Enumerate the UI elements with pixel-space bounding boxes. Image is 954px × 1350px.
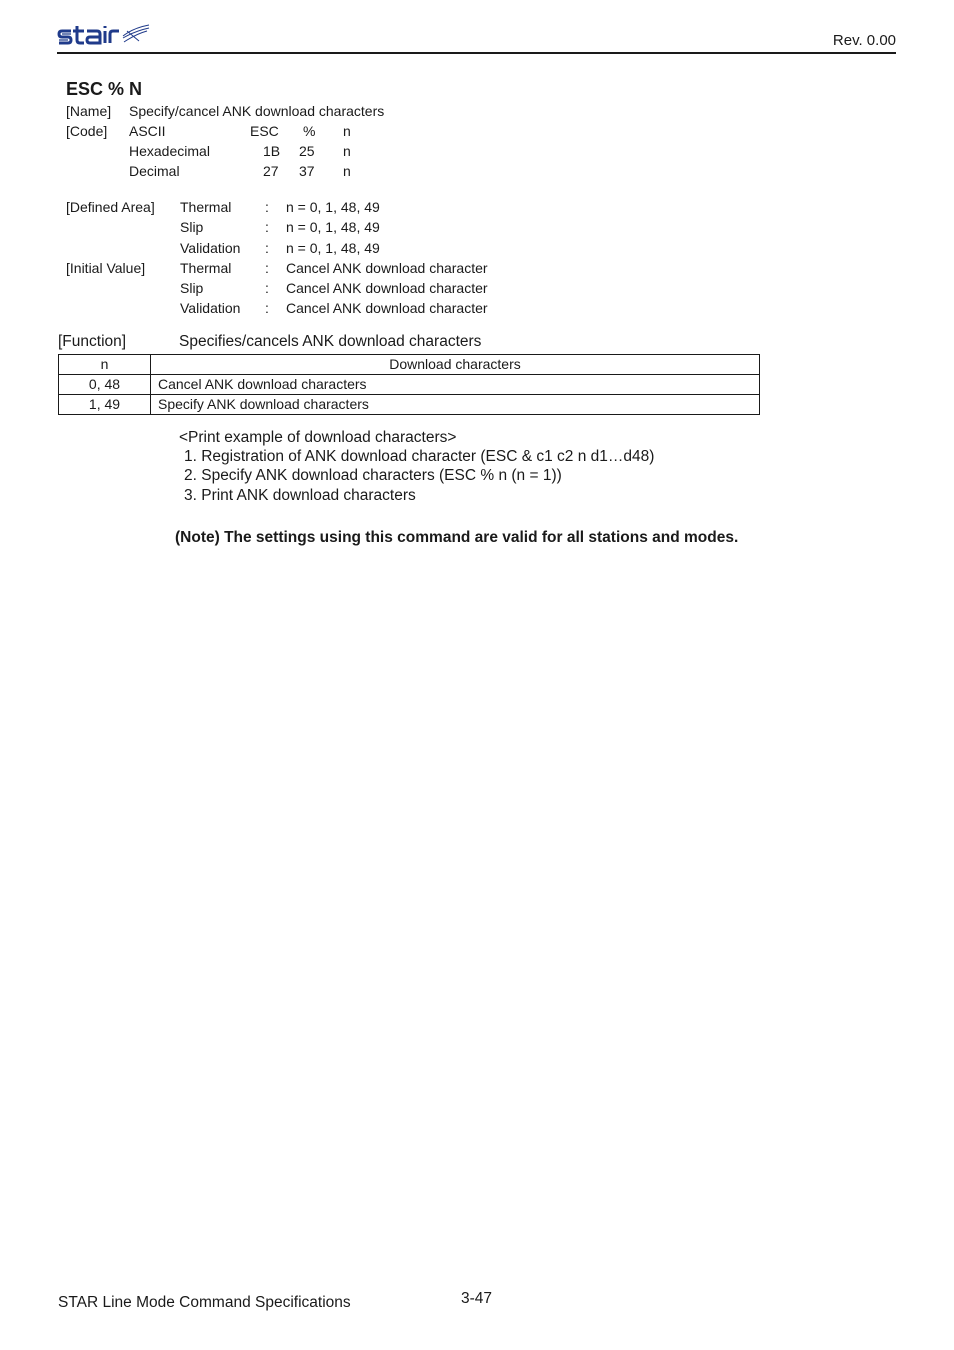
example-heading: <Print example of download characters> <box>179 429 457 446</box>
defined-area-value: n = 0, 1, 48, 49 <box>286 219 380 235</box>
star-logo <box>57 22 153 52</box>
code-value: 27 <box>263 163 279 179</box>
initial-value-value: Cancel ANK download character <box>286 300 488 316</box>
table-cell: Cancel ANK download characters <box>151 375 760 395</box>
code-value: 1B <box>263 143 281 159</box>
initial-value-value: Cancel ANK download character <box>286 280 488 296</box>
table-header-row <box>59 355 760 375</box>
header-divider <box>57 52 896 54</box>
example-step: 3. Print ANK download characters <box>184 487 416 504</box>
name-label: [Name] <box>66 103 112 119</box>
station-label: Thermal <box>180 199 232 215</box>
function-label: [Function] <box>58 333 127 350</box>
table-cell: 0, 48 <box>59 375 151 395</box>
colon: : <box>265 199 269 215</box>
defined-area-value: n = 0, 1, 48, 49 <box>286 199 380 215</box>
station-label: Slip <box>180 280 204 296</box>
command-title: ESC % N <box>66 79 143 99</box>
function-value: Specifies/cancels ANK download characters <box>179 333 482 350</box>
colon: : <box>265 280 269 296</box>
code-value: ESC <box>250 123 279 139</box>
revision-label: Rev. 0.00 <box>832 32 896 49</box>
station-label: Thermal <box>180 260 232 276</box>
name-value: Specify/cancel ANK download characters <box>129 103 385 119</box>
page-number: 3-47 <box>461 1290 493 1307</box>
table-row <box>59 395 760 415</box>
example-step: 2. Specify ANK download characters (ESC % n (n = 1)) <box>184 467 562 484</box>
table-header-cell: Download characters <box>151 355 760 375</box>
defined-area-value: n = 0, 1, 48, 49 <box>286 240 380 256</box>
code-type: Decimal <box>129 163 180 179</box>
code-label: [Code] <box>66 123 108 139</box>
station-label: Validation <box>180 240 241 256</box>
code-value: 37 <box>299 163 315 179</box>
code-value: n <box>343 143 351 159</box>
table-cell: 1, 49 <box>59 395 151 415</box>
initial-value-value: Cancel ANK download character <box>286 260 488 276</box>
initial-value-label: [Initial Value] <box>66 260 146 276</box>
colon: : <box>265 300 269 316</box>
defined-area-label: [Defined Area] <box>66 199 155 215</box>
table-cell: Specify ANK download characters <box>151 395 760 415</box>
example-step: 1. Registration of ANK download character (ESC & c1 c2 n d1…d48) <box>184 448 655 465</box>
code-value: n <box>343 163 351 179</box>
note-text: (Note) The settings using this command are valid for all stations and modes. <box>175 529 739 546</box>
colon: : <box>265 219 269 235</box>
table-header-cell: n <box>59 355 151 375</box>
code-value: % <box>303 123 316 139</box>
station-label: Slip <box>180 219 204 235</box>
code-value: 25 <box>299 143 315 159</box>
function-table <box>58 354 760 415</box>
table-row <box>59 375 760 395</box>
colon: : <box>265 260 269 276</box>
colon: : <box>265 240 269 256</box>
station-label: Validation <box>180 300 241 316</box>
footer-doc-title: STAR Line Mode Command Specifications <box>58 1294 351 1311</box>
code-value: n <box>343 123 351 139</box>
code-type: ASCII <box>129 123 166 139</box>
code-type: Hexadecimal <box>129 143 210 159</box>
